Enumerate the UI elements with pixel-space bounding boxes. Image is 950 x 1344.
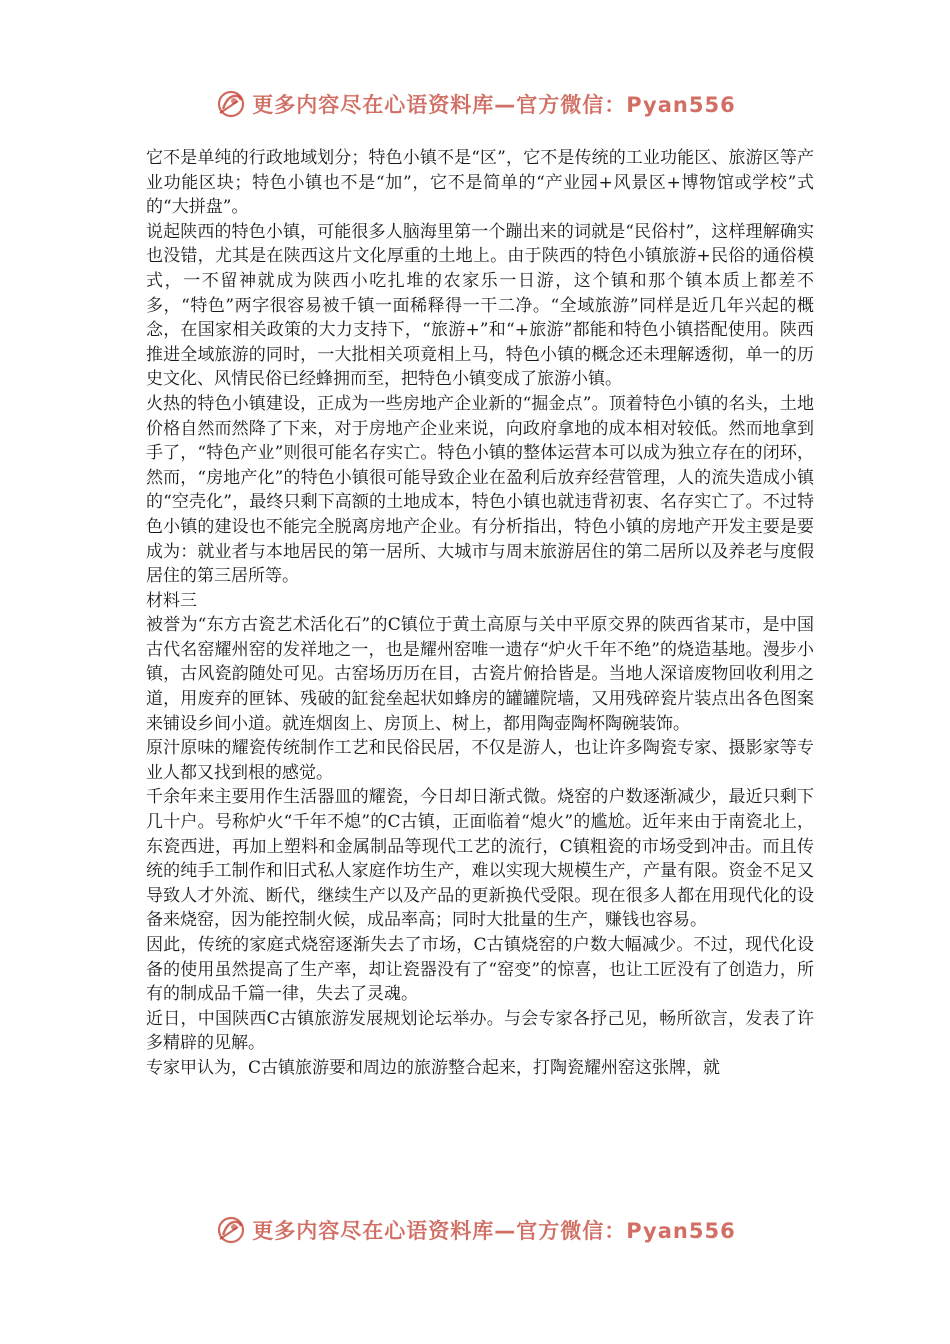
paragraph: 说起陕西的特色小镇，可能很多人脑海里第一个蹦出来的词就是“民俗村”，这样理解确实也没错，尤其是在陕西这片文化厚重的土地上。由于陕西的特色小镇旅游+民俗的通俗模式，一不留神就成为陕西小吃扎堆的农家乐一日游，这个镇和那个镇本质上都差不多，“特色”两字很容易被千镇一面稀释得一干二净。“全域旅游”同样是近几年兴起的概念，在国家相关政策的大力支持下，“旅游+”和“+旅游”都能和特色小镇搭配使用。陕西推进全域旅游的同时，一大批相关项竟相上马，特色小镇的概念还未理解透彻，单一的历史文化、风情民俗已经蜂拥而至，把特色小镇变成了旅游小镇。 <box>146 221 814 390</box>
paragraph: 被誉为“东方古瓷艺术活化石”的C镇位于黄土高原与关中平原交界的陕西省某市，是中国古代名窑耀州窑的发祥地之一，也是耀州窑唯一遗存“炉火千年不绝”的烧造基地。漫步小镇，古风瓷韵随处可见。古窑场历历在目，古瓷片俯拾皆是。当地人深谙废物回收利用之道，用废弃的匣钵、残破的缸瓮垒起状如蜂房的罐罐院墙，又用残碎瓷片装点出各色图案来铺设乡间小道。就连烟囱上、房顶上、树上，都用陶壶陶杯陶碗装饰。 <box>146 615 814 734</box>
header-watermark-banner <box>0 84 950 124</box>
section-heading: 材料三 <box>146 590 197 611</box>
paragraph: 近日，中国陕西C古镇旅游发展规划论坛举办。与会专家各抒己见，畅所欲言，发表了许多精辟的见解。 <box>146 1008 814 1054</box>
watermark-text: 更多内容尽在心语资料库—官方微信：Pyan556 <box>252 93 736 117</box>
footer-watermark-banner <box>0 1210 950 1250</box>
cloud-tree-logo-icon <box>214 1213 248 1247</box>
paragraph: 原汁原味的耀瓷传统制作工艺和民俗民居，不仅是游人，也让许多陶瓷专家、摄影家等专业人都又找到根的感觉。 <box>146 738 814 783</box>
paragraph: 火热的特色小镇建设，正成为一些房地产企业新的“掘金点”。顶着特色小镇的名头，土地价格自然而然降了下来，对于房地产企业来说，向政府拿地的成本相对较低。然而地拿到手了，“特色产业”则很可能名存实亡。特色小镇的整体运营本可以成为独立存在的闭环，然而，“房地产化”的特色小镇很可能导致企业在盈利后放弃经营管理，人的流失造成小镇的“空壳化”，最终只剩下高额的土地成本，特色小镇也就违背初衷、名存实亡了。不过特色小镇的建设也不能完全脱离房地产企业。有分析指出，特色小镇的房地产开发主要是要成为：就业者与本地居民的第一居所、大城市与周末旅游居住的第二居所以及养老与度假居住的第三居所等。 <box>146 393 814 587</box>
watermark-text: 更多内容尽在心语资料库—官方微信：Pyan556 <box>252 1219 736 1243</box>
paragraph: 专家甲认为，C古镇旅游要和周边的旅游整合起来，打陶瓷耀州窑这张牌，就 <box>146 1057 721 1078</box>
paragraph: 因此，传统的家庭式烧窑逐渐失去了市场，C古镇烧窑的户数大幅减少。不过，现代化设备的使用虽然提高了生产率，却让瓷器没有了“窑变”的惊喜，也让工匠没有了创造力，所有的制成品千篇一律，失去了灵魂。 <box>146 935 814 1005</box>
paragraph: 它不是单纯的行政地域划分；特色小镇不是“区”，它不是传统的工业功能区、旅游区等产业功能区块；特色小镇也不是“加”，它不是简单的“产业园+风景区+博物馆或学校”式的“大拼盘”。 <box>146 148 814 218</box>
paragraph: 千余年来主要用作生活器皿的耀瓷，今日却日渐式微。烧窑的户数逐渐减少，最近只剩下几十户。号称炉火“千年不熄”的C古镇，正面临着“熄火”的尴尬。近年来由于南瓷北上，东瓷西进，再加上塑料和金属制品等现代工艺的流行，C镇粗瓷的市场受到冲击。而且传统的纯手工制作和旧式私人家庭作坊生产，难以实现大规模生产，产量有限。资金不足又导致人才外流、断代，继续生产以及产品的更新换代受限。现在很多人都在用现代化的设备来烧窑，因为能控制火候，成品率高；同时大批量的生产，赚钱也容易。 <box>146 787 814 931</box>
document-body <box>146 146 814 1194</box>
cloud-tree-logo-icon <box>214 87 248 121</box>
